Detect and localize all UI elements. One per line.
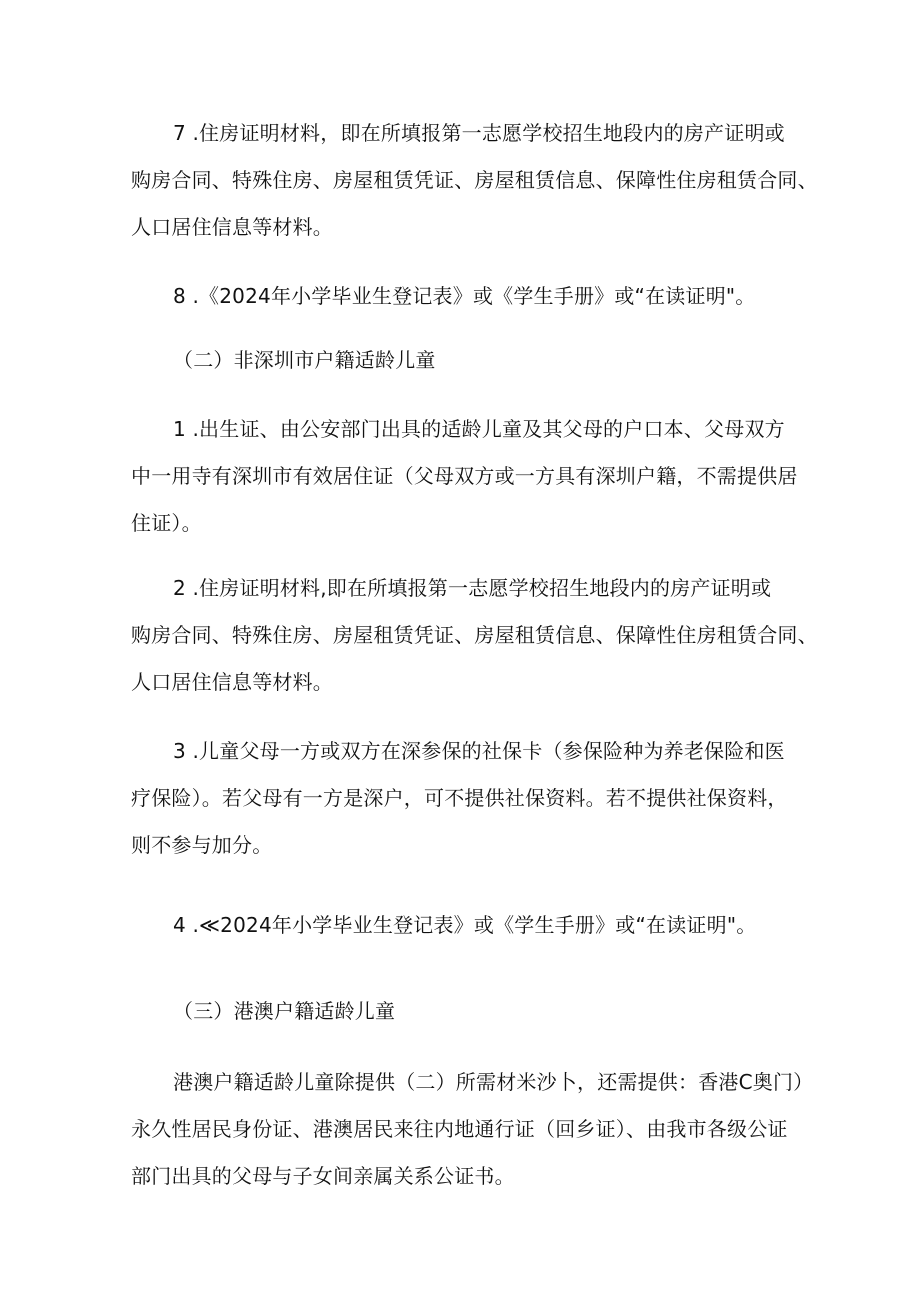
text-line: 人口居住信息等材料。 [131,670,333,694]
paragraph-item-7 [131,110,818,251]
paragraph-section2-item-3 [131,728,801,869]
text-line: 永久性居民身份证、港澳居民来往内地通行证（回乡证）、由我市各级公证 [131,1117,788,1141]
text-line: 则不参与加分。 [131,833,273,857]
paragraph-section3-body [131,1059,814,1200]
paragraph-section2-item-2 [131,565,818,706]
paragraph-item-8 [131,273,801,320]
text-line: 港澳户籍适龄儿童除提供（二）所需材米沙卜，还需提供：香港C奥门） [173,1070,814,1094]
text-line: 3 .儿童父母一方或双方在深参保的社保卡（参保险种为养老保险和医 [173,739,785,763]
text-line: 2 .住房证明材料,即在所填报第一志愿学校招生地段内的房产证明或 [173,576,772,600]
text-line: 疗保险）。若父母有一方是深户，可不提供社保资料。若不提供社保资料， [131,786,788,810]
text-line: 购房合同、特殊住房、房屋租赁凭证、房屋租赁信息、保障性住房租赁合同、 [131,168,818,192]
text-line: 1 .出生证、由公安部门出具的适龄儿童及其父母的户口本、父母双方 [173,417,785,441]
text-line: 7 .住房证明材料，即在所填报第一志愿学校招生地段内的房产证明或 [173,121,785,145]
section-heading-3 [131,988,801,1035]
text-line: 住证）。 [131,511,202,535]
text-line: 购房合同、特殊住房、房屋租赁凭证、房屋租赁信息、保障性住房租赁合同、 [131,623,818,647]
paragraph-section2-item-4 [131,902,801,949]
paragraph-section2-item-1 [131,406,801,547]
section-heading-2 [131,337,801,384]
text-line: （三）港澳户籍适龄儿童 [173,999,396,1023]
text-line: 4 .≪2024年小学毕业生登记表》或《学生手册》或“在读证明"。 [173,913,757,937]
text-line: 8 .《2024年小学毕业生登记表》或《学生手册》或“在读证明"。 [173,284,756,308]
text-line: 部门出具的父母与子女间亲属关系公证书。 [131,1164,515,1188]
text-line: 人口居住信息等材料。 [131,215,333,239]
text-line: （二）非深圳市户籍适龄儿童 [173,348,436,372]
text-line: 中一用寺有深圳市有效居住证（父母双方或一方具有深圳户籍，不需提供居 [131,464,798,488]
